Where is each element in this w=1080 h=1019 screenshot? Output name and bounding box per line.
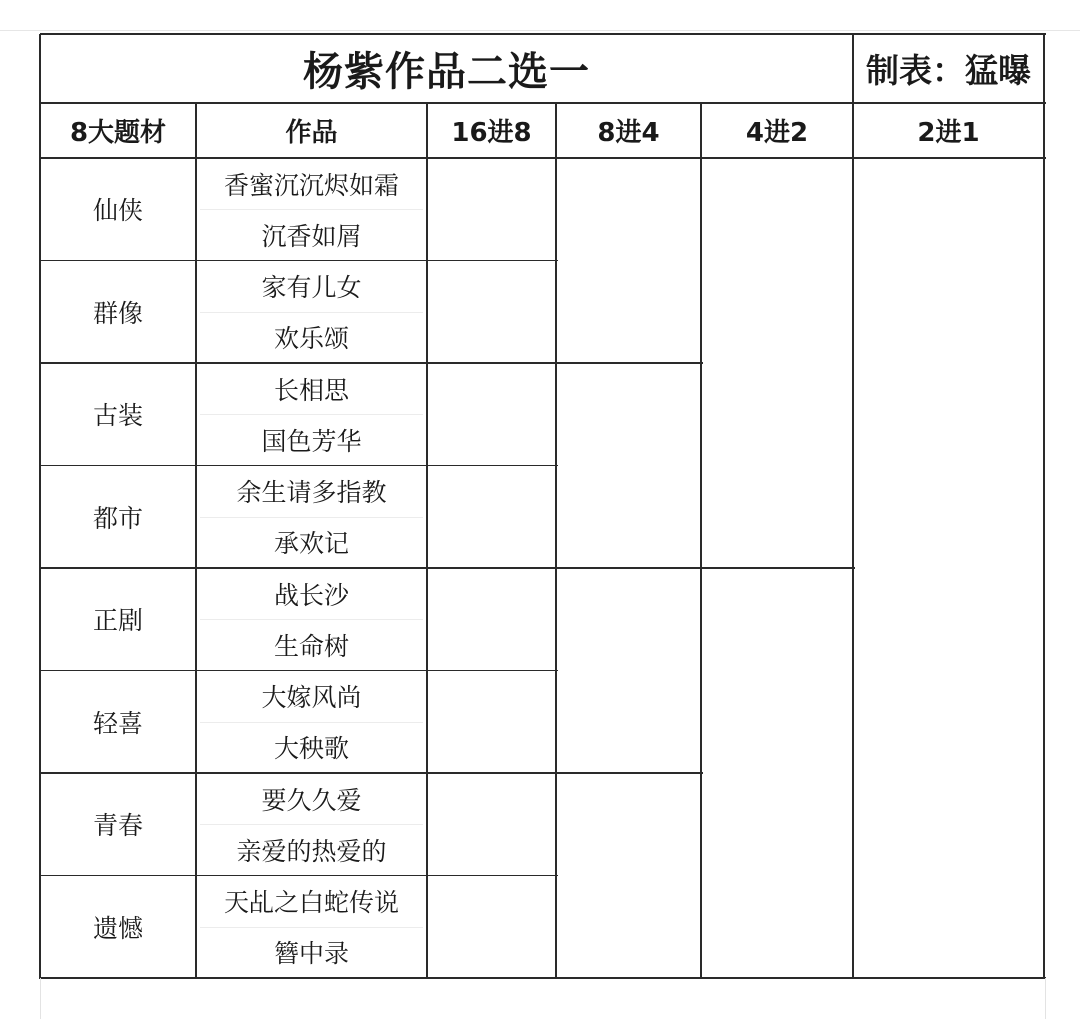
row-divider: [40, 772, 558, 774]
header-bottom-border: [40, 157, 1046, 159]
category-cell: 仙侠: [92, 196, 143, 226]
column-divider: [555, 103, 557, 978]
bracket-divider: [556, 362, 703, 364]
header-round-8-to-4: 8进4: [597, 118, 660, 148]
work-divider: [200, 414, 423, 415]
header-round-16-to-8: 16进8: [451, 118, 532, 148]
table-top-border: [40, 33, 1046, 35]
header-works: 作品: [285, 118, 338, 148]
category-cell: 遗憾: [92, 913, 143, 943]
column-divider: [852, 34, 854, 978]
row-divider: [40, 567, 558, 569]
work-title-cell: 长相思: [273, 375, 349, 405]
category-cell: 群像: [92, 298, 143, 328]
category-cell: 都市: [92, 503, 143, 533]
work-divider: [200, 927, 423, 928]
row-divider: [40, 260, 558, 262]
page-top-rule: [0, 30, 1080, 31]
work-title-cell: 大嫁风尚: [261, 683, 362, 713]
header-top-border: [40, 102, 1046, 104]
table-right-border: [1043, 34, 1045, 979]
row-divider: [40, 465, 558, 467]
work-title-cell: 余生请多指教: [236, 478, 387, 508]
header-round-2-to-1: 2进1: [917, 118, 980, 148]
work-divider: [200, 619, 423, 620]
work-title-cell: 大秧歌: [273, 734, 349, 764]
work-title-cell: 家有儿女: [261, 273, 362, 303]
column-divider: [195, 103, 197, 978]
work-title-cell: 生命树: [273, 631, 349, 661]
category-cell: 青春: [92, 811, 143, 841]
work-title-cell: 亲爱的热爱的: [236, 836, 387, 866]
header-category: 8大题材: [69, 118, 167, 148]
row-divider: [40, 670, 558, 672]
row-divider: [40, 362, 558, 364]
header-round-4-to-2: 4进2: [745, 118, 809, 148]
work-divider: [200, 824, 423, 825]
category-cell: 正剧: [92, 606, 143, 636]
work-title-cell: 欢乐颂: [273, 324, 349, 354]
work-divider: [200, 722, 423, 723]
bracket-divider: [701, 567, 855, 569]
work-title-cell: 天乩之白蛇传说: [223, 888, 399, 918]
work-divider: [200, 312, 423, 313]
work-title-cell: 香蜜沉沉烬如霜: [223, 170, 399, 200]
table-maker-credit: 制表：猛曝: [866, 51, 1031, 90]
page-title: 杨紫作品二选一: [303, 49, 590, 95]
next-table-edge: [40, 978, 1046, 1019]
work-divider: [200, 209, 423, 210]
category-cell: 古装: [92, 401, 143, 431]
work-divider: [200, 517, 423, 518]
column-divider: [426, 103, 428, 978]
bracket-divider: [556, 772, 703, 774]
row-divider: [40, 875, 558, 877]
work-title-cell: 要久久爱: [261, 785, 362, 815]
work-title-cell: 国色芳华: [261, 426, 362, 456]
work-title-cell: 承欢记: [273, 529, 349, 559]
bracket-divider: [556, 567, 703, 569]
work-title-cell: 沉香如屑: [261, 221, 362, 251]
work-title-cell: 簪中录: [273, 939, 349, 969]
column-divider: [700, 103, 702, 978]
category-cell: 轻喜: [92, 708, 143, 738]
work-title-cell: 战长沙: [273, 580, 349, 610]
table-left-border: [39, 34, 41, 979]
